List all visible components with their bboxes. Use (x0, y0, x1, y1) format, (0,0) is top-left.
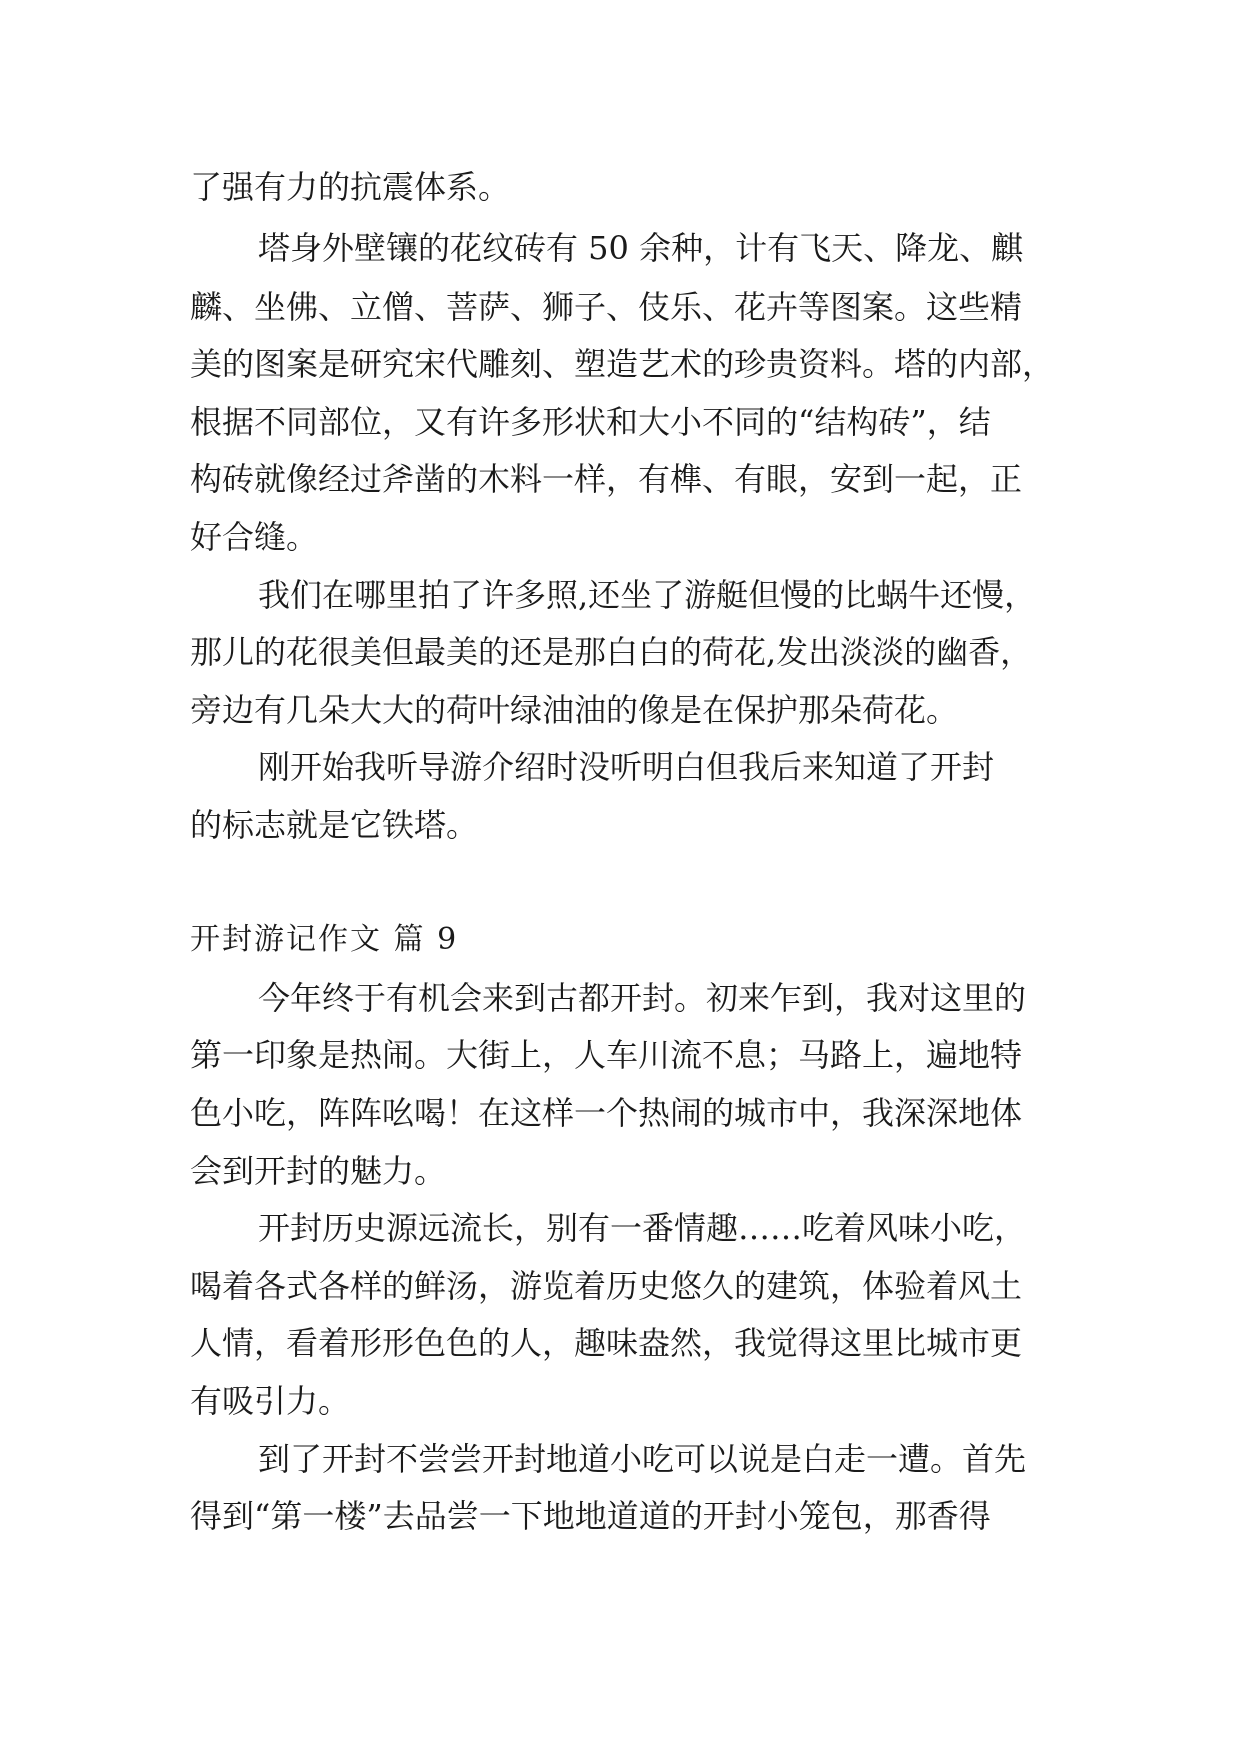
text-line: 麟、坐佛、立僧、菩萨、狮子、伎乐、花卉等图案。这些精 (190, 288, 1023, 326)
paragraph-first-line: 刚开始我听导游介绍时没听明白但我后来知道了开封 (258, 748, 995, 786)
text-line: 会到开封的魅力。 (190, 1152, 447, 1190)
paragraph-first-line: 今年终于有机会来到古都开封。初来乍到，我对这里的 (258, 979, 1027, 1017)
text-line: 构砖就像经过斧凿的木料一样，有榫、有眼，安到一起，正 (190, 460, 1023, 498)
paragraph-first-line: 到了开封不尝尝开封地道小吃可以说是白走一遭。首先 (258, 1440, 1027, 1478)
text-line: 了强有力的抗震体系。 (190, 168, 511, 206)
text-line: 人情，看着形形色色的人，趣味盎然，我觉得这里比城市更 (190, 1324, 1023, 1362)
paragraph-first-line: 塔身外壁镶的花纹砖有 50 余种，计有飞天、降龙、麒 (258, 229, 1024, 267)
text-line: 色小吃，阵阵吆喝！在这样一个热闹的城市中，我深深地体 (190, 1094, 1023, 1132)
paragraph-first-line: 我们在哪里拍了许多照,还坐了游艇但慢的比蜗牛还慢， (258, 576, 1037, 614)
section-heading: 开封游记作文 篇 9 (190, 922, 459, 957)
text-line: 有吸引力。 (190, 1382, 351, 1420)
text-line: 好合缝。 (190, 518, 319, 556)
text-line: 美的图案是研究宋代雕刻、塑造艺术的珍贵资料。塔的内部， (190, 345, 1055, 383)
text-line: 得到“第一楼”去品尝一下地地道道的开封小笼包，那香得 (190, 1497, 991, 1535)
text-line: 根据不同部位，又有许多形状和大小不同的“结构砖”，结 (190, 403, 991, 441)
text-line: 第一印象是热闹。大街上，人车川流不息；马路上，遍地特 (190, 1036, 1023, 1074)
text-line: 的标志就是它铁塔。 (190, 806, 479, 844)
text-line: 那儿的花很美但最美的还是那白白的荷花,发出淡淡的幽香， (190, 633, 1033, 671)
text-line: 旁边有几朵大大的荷叶绿油油的像是在保护那朵荷花。 (190, 691, 959, 729)
paragraph-first-line: 开封历史源远流长，别有一番情趣……吃着风味小吃， (258, 1209, 1027, 1247)
text-line: 喝着各式各样的鲜汤，游览着历史悠久的建筑，体验着风土 (190, 1267, 1023, 1305)
